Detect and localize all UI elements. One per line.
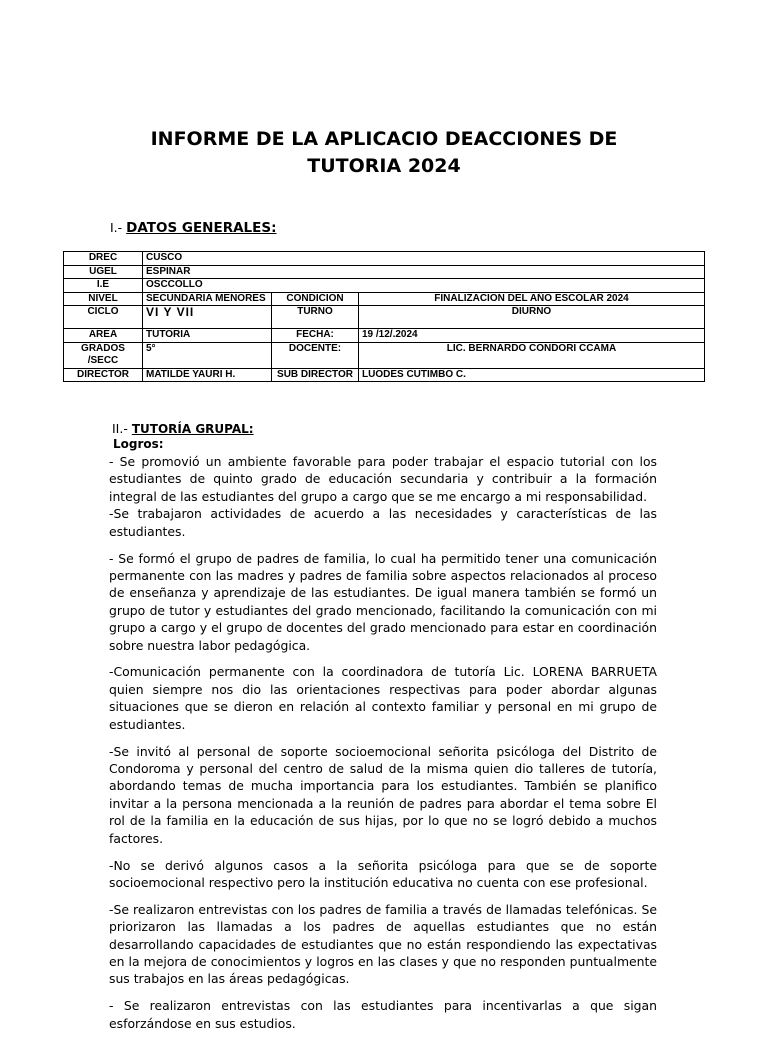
table-row	[64, 279, 705, 293]
table-row	[64, 306, 705, 329]
section-heading: TUTORÍA GRUPAL:	[131, 422, 254, 436]
paragraph: - Se realizaron entrevistas con las estudiantes para incentivarlas a que sigan esforzándose en sus estudios.	[109, 998, 657, 1031]
title-line-1: INFORME DE LA APLICACIO DEACCIONES DE	[150, 128, 618, 150]
table-cell: SUB DIRECTOR	[272, 368, 359, 382]
table-cell: LUODES CUTIMBO C.	[359, 368, 705, 382]
section-datos-generales	[110, 220, 276, 236]
table-cell: MATILDE YAURI H.	[143, 368, 272, 382]
table-cell: CUSCO	[143, 252, 705, 266]
table-cell: I.E	[64, 279, 143, 293]
paragraph: - Se formó el grupo de padres de familia, lo cual ha permitido tener una comunicación permanente con las madres y padres de familia sobre aspectos relacionados al proceso de enseñanza y aprendizaje de las estudiantes. De igual manera también se formó un grupo de tutor y estudiantes del grado mencionado, facilitando la comunicación con mi grupo a cargo y el grupo de docentes del grado mencionado para estar en coordinación sobre nuestra labor pedagógica.	[109, 550, 657, 653]
table-row	[64, 329, 705, 343]
table-cell: TUTORIA	[143, 329, 272, 343]
table-row	[64, 292, 705, 306]
paragraph: -Comunicación permanente con la coordinadora de tutoría Lic. LORENA BARRUETA quien siempre nos dio las orientaciones respectivas para poder abordar algunas situaciones que se dieron en relación al contexto familiar y personal en mi grupo de estudiantes.	[109, 664, 657, 732]
table-cell: SECUNDARIA MENORES	[143, 292, 272, 306]
table-cell: FECHA:	[272, 329, 359, 343]
paragraph: -Se invitó al personal de soporte socioemocional señorita psicóloga del Distrito de Condoroma y personal del centro de salud de la misma quien dio talleres de tutoría, abordando temas de mucha importancia para los estudiantes. También se planifico invitar a la persona mencionada a la reunión de padres para abordar el tema sobre El rol de la familia en la educación de sus hijas, por lo que no se logró debido a muchos factores.	[109, 743, 657, 846]
table-cell: DOCENTE:	[272, 342, 359, 368]
table-cell: OSCCOLLO	[143, 279, 705, 293]
table-cell: CICLO	[64, 306, 143, 329]
ciclo-value: VI Y VII	[146, 305, 195, 319]
table-cell	[143, 306, 272, 329]
section-number: II.-	[112, 421, 128, 436]
table-cell: GRADOS /SECC	[64, 342, 143, 368]
table-row	[64, 252, 705, 266]
table-cell: AREA	[64, 329, 143, 343]
table-cell: 19 /12/.2024	[359, 329, 705, 343]
table-row	[64, 342, 705, 368]
title-line-2: TUTORIA 2024	[307, 155, 461, 177]
paragraph: -Se trabajaron actividades de acuerdo a las necesidades y características de las estudiantes.	[109, 506, 657, 539]
paragraph: - Se promovió un ambiente favorable para poder trabajar el espacio tutorial con los estudiantes de quinto grado de educación secundaria y contribuir a la formación integral de las estudiantes del grupo a cargo que se me encargo a mi responsabilidad.	[109, 454, 657, 504]
table-row	[64, 265, 705, 279]
table-cell: FINALIZACION DEL AÑO ESCOLAR 2024	[359, 292, 705, 306]
section-number: I.-	[110, 220, 123, 235]
general-data-table	[63, 251, 705, 382]
table-cell: DIRECTOR	[64, 368, 143, 382]
table-cell: LIC. BERNARDO CONDORI CCAMA	[359, 342, 705, 368]
paragraph: -No se derivó algunos casos a la señorita psicóloga para que se de soporte socioemocional respectivo pero la institución educativa no cuenta con ese profesional.	[109, 857, 657, 890]
table-cell: TURNO	[272, 306, 359, 329]
table-cell: UGEL	[64, 265, 143, 279]
section-tutoria-grupal	[112, 421, 254, 436]
document-title	[0, 126, 768, 180]
table-cell: DREC	[64, 252, 143, 266]
section-heading: DATOS GENERALES:	[126, 220, 277, 236]
table-cell: ESPINAR	[143, 265, 705, 279]
table-cell: NIVEL	[64, 292, 143, 306]
logros-subheading: Logros:	[113, 437, 164, 451]
table-cell: 5°	[143, 342, 272, 368]
table-cell: DIURNO	[359, 306, 705, 329]
report-body	[109, 453, 657, 1042]
table-cell: CONDICION	[272, 292, 359, 306]
table-row	[64, 368, 705, 382]
paragraph: -Se realizaron entrevistas con los padres de familia a través de llamadas telefónicas. Se priorizaron las llamadas a los padres de aquellas estudiantes que no están desarrollando capacidades de estudiantes que no están respondiendo las expectativas en la mejora de conocimientos y logros en las clases y que no responden puntualmente sus trabajos en las áreas pedagógicas.	[109, 901, 657, 987]
